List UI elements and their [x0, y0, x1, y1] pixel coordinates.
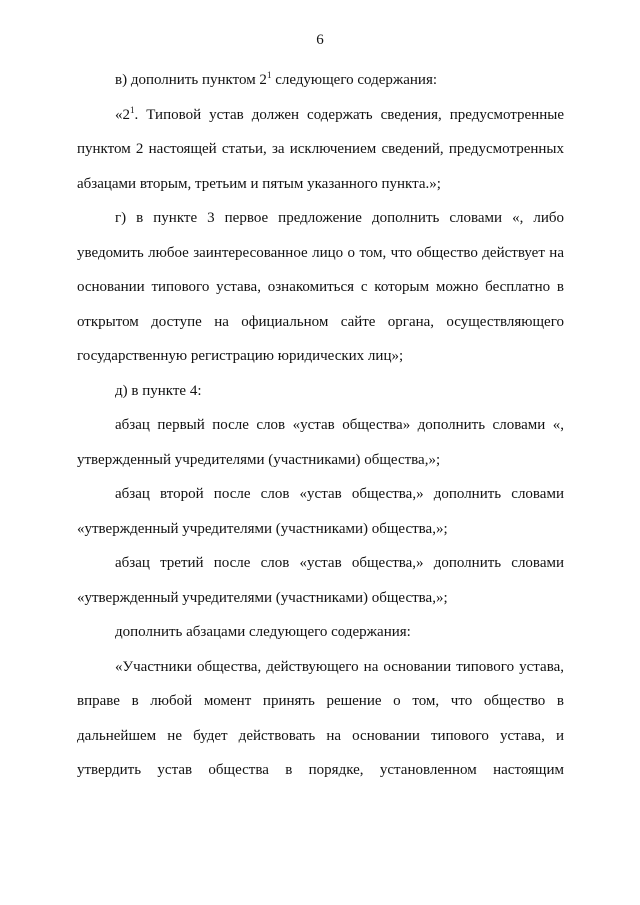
- superscript: 1: [266, 70, 272, 80]
- paragraph-text: абзац второй после слов «устав общества,» дополнить словами «утвержденный учредителями (участниками) общества,»;: [77, 486, 564, 537]
- paragraph-abzac-2: [77, 477, 564, 546]
- paragraph-text: «Участники общества, действующего на основании типового устава, вправе в любой момент принять решение о том, что общество в дальнейшем не будет действовать на основании типового устава, и утвердить устав общества в порядке, установленном настоящим: [77, 658, 564, 778]
- paragraph-text: д) в пункте 4:: [115, 382, 202, 399]
- paragraph-add-abzacy: [77, 615, 564, 650]
- paragraph-abzac-3: [77, 546, 564, 615]
- paragraph-text: следующего содержания:: [271, 72, 438, 88]
- paragraph-quote-participants: [77, 650, 564, 788]
- page-number: 6: [316, 32, 324, 48]
- paragraph-text: . Типовой устав должен содержать сведения, предусмотренные пунктом 2 настоящей статьи, за исключением сведений, предусмотренных абзацами вторым, третьим и пятым указанного пункта.»;: [77, 106, 564, 192]
- paragraph-item-d: [77, 374, 564, 409]
- paragraph-abzac-1: [77, 408, 564, 477]
- paragraph-text: г) в пункте 3 первое предложение дополнить словами «, либо уведомить любое заинтересованное лицо о том, что общество действует на основании типового устава, ознакомиться с которым можно бесплатно в открытом доступе на официальном сайте органа, осуществляющего государственную регистрацию юридических лиц»;: [77, 210, 564, 364]
- document-body: [77, 63, 564, 788]
- paragraph-quote-2-1: [77, 98, 564, 202]
- paragraph-item-g: [77, 201, 564, 374]
- paragraph-text: в) дополнить пунктом 2: [115, 72, 267, 88]
- paragraph-text: абзац первый после слов «устав общества» дополнить словами «, утвержденный учредителями (участниками) общества,»;: [77, 417, 564, 468]
- paragraph-text: «2: [115, 106, 130, 123]
- paragraph-text: абзац третий после слов «устав общества,» дополнить словами «утвержденный учредителями (участниками) общества,»;: [77, 555, 564, 606]
- paragraph-item-v: [77, 63, 564, 98]
- superscript: 1: [130, 104, 135, 115]
- paragraph-text: дополнить абзацами следующего содержания:: [115, 624, 411, 640]
